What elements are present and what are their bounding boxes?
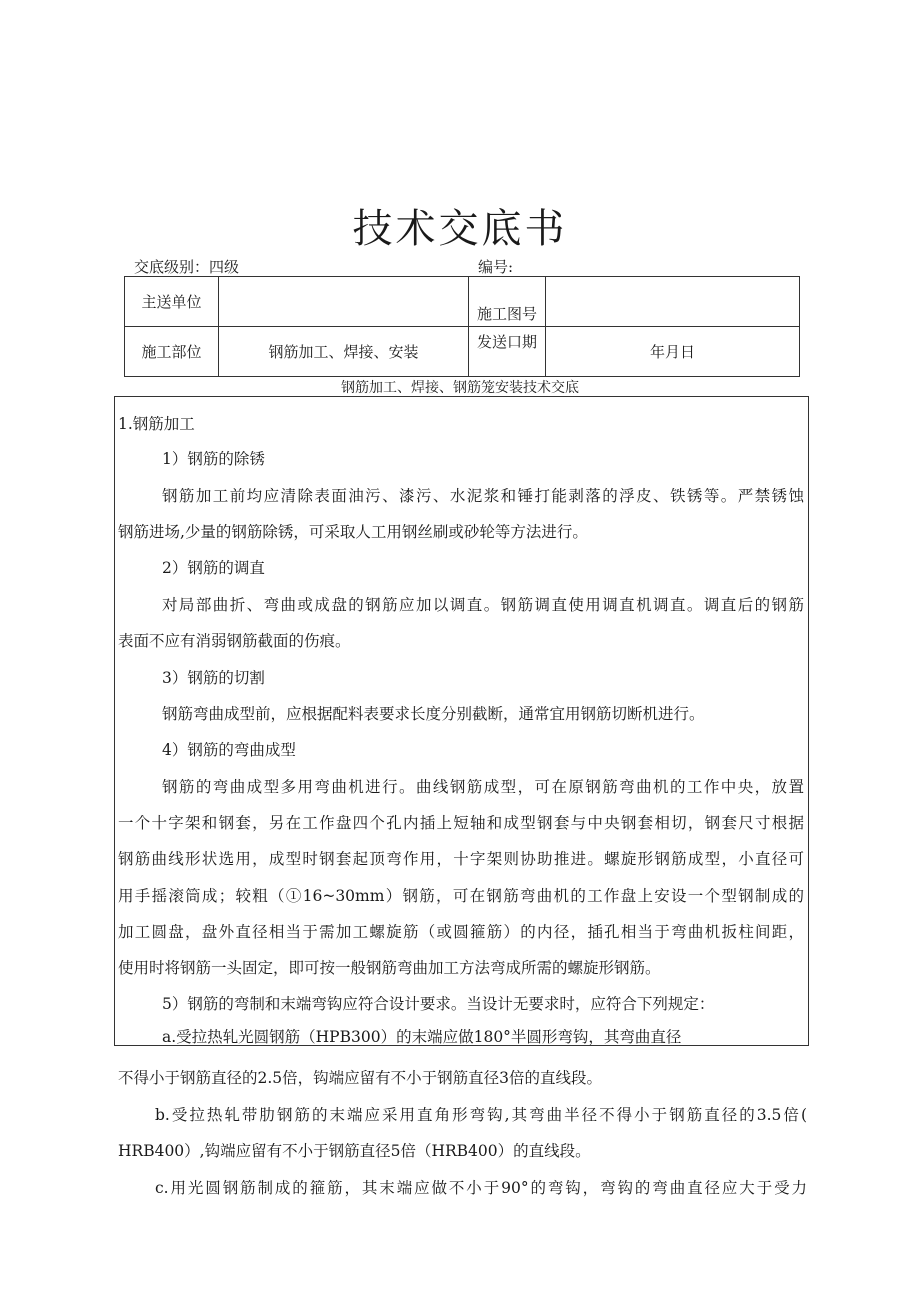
paragraph-line: 表面不应有消弱钢筋截面的伤痕。	[118, 632, 351, 650]
paragraph-line: 使用时将钢筋一头固定，即可按一般钢筋弯曲加工方法弯成所需的螺旋形钢筋。	[118, 959, 661, 977]
paragraph-line: 用手摇滚筒成；较粗（①16~30mm）钢筋，可在钢筋弯曲机的工作盘上安设一个型钢制成的	[118, 887, 804, 905]
construction-part-value: 钢筋加工、焊接、安装	[219, 327, 469, 377]
recipient-unit-value	[219, 277, 469, 327]
disclosure-level: 交底级别：四级	[134, 258, 240, 276]
paragraph-line: 钢筋进场,少量的钢筋除锈，可采取人工用钢丝刷或砂轮等方法进行。	[118, 523, 588, 541]
rule-b-line: b.受拉热轧带肋钢筋的末端应采用直角形弯钩,其弯曲半径不得小于钢筋直径的3.5倍(	[155, 1106, 807, 1124]
paragraph-line: 钢筋的弯曲成型多用弯曲机进行。曲线钢筋成型，可在原钢筋弯曲机的工作中央，放置	[162, 778, 804, 796]
paragraph-line: 不得小于钢筋直径的2.5倍，钩端应留有不小于钢筋直径3倍的直线段。	[118, 1069, 603, 1087]
paragraph-line: 一个十字架和钢套，另在工作盘四个孔内插上短轴和成型钢套与中央钢套相切，钢套尺寸根据	[118, 814, 804, 832]
document-number-label: 编号:	[478, 258, 514, 276]
construction-part-label: 施工部位	[125, 327, 219, 377]
rule-c-line: c.用光圆钢筋制成的箍筋，其末端应做不小于90°的弯钩，弯钩的弯曲直径应大于受力	[155, 1179, 807, 1197]
paragraph-line: 钢筋加工前均应清除表面油污、漆污、水泥浆和锤打能剥落的浮皮、铁锈等。严禁锈蚀	[162, 487, 804, 505]
drawing-number-value	[546, 277, 800, 327]
paragraph-line: 加工圆盘，盘外直径相当于需加工螺旋筋（或圆箍筋）的内径，插孔相当于弯曲机扳柱间距，	[118, 923, 804, 941]
paragraph-line: 对局部曲折、弯曲或成盘的钢筋应加以调直。钢筋调直使用调直机调直。调直后的钢筋	[162, 596, 804, 614]
paragraph-line: HRB400）,钩端应留有不小于钢筋直径5倍（HRB400）的直线段。	[118, 1142, 591, 1160]
rule-intro-line: 5）钢筋的弯制和末端弯钩应符合设计要求。当设计无要求时，应符合下列规定：	[162, 995, 715, 1013]
rule-a-line: a.受拉热轧光圆钢筋（HPB300）的末端应做180°半圆形弯钩，其弯曲直径	[162, 1028, 682, 1046]
subsection-heading: 1）钢筋的除锈	[162, 450, 265, 468]
drawing-number-label: 施工图号	[469, 277, 546, 327]
header-info-table	[124, 276, 800, 377]
paragraph-line: 钢筋弯曲成型前，应根据配料表要求长度分别截断，通常宜用钢筋切断机进行。	[162, 705, 705, 723]
subsection-heading: 2）钢筋的调直	[162, 559, 265, 577]
subsection-heading: 4）钢筋的弯曲成型	[162, 741, 296, 759]
subsection-heading: 3）钢筋的切割	[162, 669, 265, 687]
document-title: 技术交底书	[352, 206, 568, 252]
send-date-label: 发送口期	[469, 327, 546, 377]
section-heading: 1.钢筋加工	[118, 415, 195, 433]
disclosure-subtitle: 钢筋加工、焊接、钢筋笼安装技术交底	[341, 380, 579, 396]
send-date-value: 年月日	[546, 327, 800, 377]
paragraph-line: 钢筋曲线形状选用，成型时钢套起顶弯作用，十字架则协助推进。螺旋形钢筋成型，小直径可	[118, 850, 804, 868]
recipient-unit-label: 主送单位	[125, 277, 219, 327]
